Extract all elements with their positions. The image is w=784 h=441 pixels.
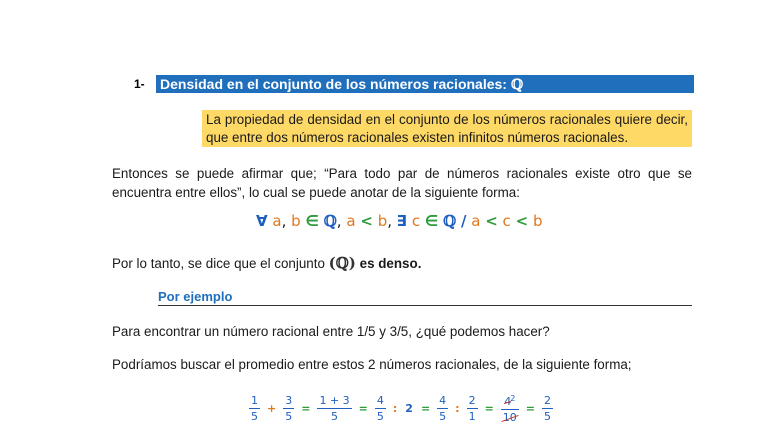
equals-operator: =: [525, 401, 535, 415]
struck-numerator: 4: [504, 395, 512, 409]
denominator: 5: [376, 409, 384, 423]
conclusion-bold: es denso.: [359, 256, 422, 271]
equals-operator: =: [301, 401, 311, 415]
definition-highlight: La propiedad de densidad en el conjunto de los números racionales quiere decir, que entre dos números racionales existen infinitos números racionales.: [202, 110, 692, 147]
numerator: 3: [285, 393, 293, 407]
section-number: 1-: [134, 77, 145, 91]
var-a: a: [346, 212, 356, 230]
example-divider: [158, 305, 692, 306]
struck-denominator: 10: [502, 411, 517, 425]
less-than-symbol: <: [515, 212, 529, 230]
element-of-symbol: ∈: [305, 212, 319, 230]
comma: ,: [281, 212, 287, 230]
var-b: b: [291, 212, 301, 230]
section-title-bar: [156, 75, 694, 93]
example-heading: Por ejemplo: [158, 289, 233, 304]
denominator: 5: [544, 409, 551, 423]
var-c: c: [411, 212, 421, 230]
equals-operator: =: [358, 401, 368, 415]
conclusion-text: Por lo tanto, se dice que el conjunto: [112, 256, 325, 271]
divide-operator: :: [392, 401, 398, 415]
number-two: 2: [405, 401, 413, 415]
fraction-result: [542, 394, 553, 423]
fraction-simplified: [501, 392, 519, 425]
var-b: b: [377, 212, 388, 230]
forall-symbol: ∀: [256, 212, 268, 230]
example-question: Para encontrar un número racional entre 1/5 y 3/5, ¿qué podemos hacer?: [112, 324, 550, 339]
fraction: [249, 394, 260, 423]
less-than-symbol: <: [360, 212, 373, 230]
var-a: a: [471, 212, 481, 230]
fraction: [437, 394, 448, 423]
paragraph-statement: Entonces se puede afirmar que; “Para todo par de números racionales existe otro que se encuentra entre ellos”, lo cual se puede anotar de la siguiente forma:: [112, 166, 692, 200]
less-than-symbol: <: [485, 212, 498, 230]
section-header: [134, 75, 694, 93]
exists-symbol: ∃: [396, 212, 408, 230]
element-of-symbol: ∈: [424, 212, 439, 230]
equals-operator: =: [484, 401, 494, 415]
density-formula: [256, 212, 542, 230]
numerator: 2: [468, 393, 476, 407]
var-b: b: [532, 212, 543, 230]
denominator: 1: [468, 409, 476, 423]
rational-set-symbol: ℚ: [443, 212, 457, 230]
numerator: 1 + 3: [319, 393, 350, 407]
numerator: 2: [544, 393, 551, 407]
rational-set-symbol: ℚ: [510, 77, 524, 93]
rational-set-symbol: (ℚ): [328, 254, 356, 272]
such-that-slash: /: [460, 212, 467, 230]
numerator: [502, 392, 517, 409]
divide-operator: :: [455, 401, 460, 415]
average-formula: [246, 390, 556, 426]
numerator: 4: [439, 393, 447, 407]
comma: ,: [387, 212, 392, 230]
fraction: [317, 394, 351, 423]
numerator: 1: [251, 393, 258, 407]
comma: ,: [336, 212, 342, 230]
var-c: c: [502, 212, 511, 230]
denominator: 5: [439, 409, 447, 423]
simplified-numerator: 2: [510, 393, 516, 403]
paragraph-conclusion: [112, 254, 421, 273]
rational-set-symbol: ℚ: [323, 212, 337, 230]
section-title: Densidad en el conjunto de los números racionales:: [160, 76, 507, 92]
denominator: 5: [331, 409, 339, 423]
numerator: 4: [376, 393, 384, 407]
fraction: [375, 394, 386, 423]
fraction: [467, 394, 478, 423]
var-a: a: [272, 212, 282, 230]
denominator: 5: [285, 409, 293, 423]
denominator: 5: [251, 409, 258, 423]
fraction: [283, 394, 294, 423]
plus-operator: +: [267, 401, 277, 415]
equals-operator: =: [420, 401, 431, 415]
example-method: Podríamos buscar el promedio entre estos 2 números racionales, de la siguiente forma;: [112, 357, 632, 372]
